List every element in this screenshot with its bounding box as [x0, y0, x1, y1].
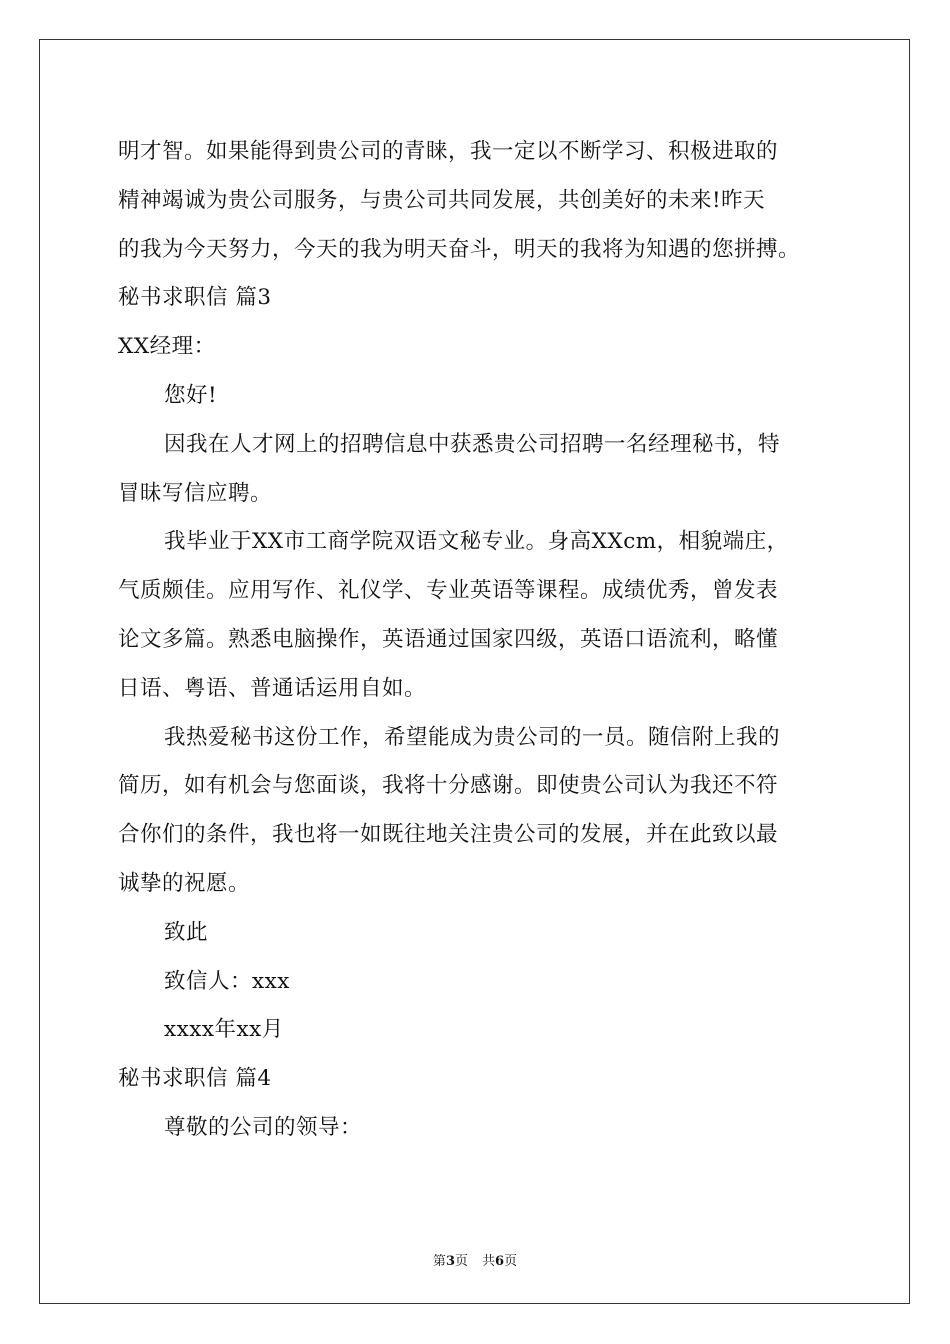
text-line: 诚挚的祝愿。 [118, 870, 251, 896]
document-body [118, 128, 848, 1153]
section-heading: 秘书求职信 篇4 [118, 1066, 272, 1092]
page-prefix: 第 [432, 1254, 446, 1269]
section-heading: 秘书求职信 篇3 [118, 285, 272, 311]
greeting: 您好! [164, 382, 218, 408]
text-line: 气质颇佳。应用写作、礼仪学、专业英语等课程。成绩优秀，曾发表 [118, 578, 779, 604]
text-line: 我热爱秘书这份工作，希望能成为贵公司的一员。随信附上我的 [164, 724, 781, 750]
page-number: 3 [445, 1254, 455, 1269]
text-line: 因我在人才网上的招聘信息中获悉贵公司招聘一名经理秘书，特 [164, 431, 781, 457]
text-line: 的我为今天努力，今天的我为明天奋斗，明天的我将为知遇的您拼搏。 [118, 236, 801, 262]
closing: 致此 [164, 919, 209, 945]
text-line: 冒昧写信应聘。 [118, 480, 273, 506]
page-suffix: 页 [454, 1254, 468, 1269]
salutation: 尊敬的公司的领导： [164, 1114, 363, 1140]
text-line: 简历，如有机会与您面谈，我将十分感谢。即使贵公司认为我还不符 [118, 773, 779, 799]
salutation: XX经理： [118, 334, 216, 360]
page-footer [0, 1250, 950, 1269]
text-line: 合你们的条件，我也将一如既往地关注贵公司的发展，并在此致以最 [118, 822, 779, 848]
signature: 致信人：xxx [164, 968, 290, 994]
total-pages: 6 [495, 1254, 505, 1269]
text-line: 论文多篇。熟悉电脑操作，英语通过国家四级，英语口语流利，略懂 [118, 626, 779, 652]
text-line: 明才智。如果能得到贵公司的青睐，我一定以不断学习、积极进取的 [118, 139, 779, 164]
text-line: 日语、粤语、普通话运用自如。 [118, 675, 427, 701]
text-line: 我毕业于XX市工商学院双语文秘专业。身高XXcm，相貌端庄， [164, 529, 789, 555]
text-line: 精神竭诚为贵公司服务，与贵公司共同发展，共创美好的未来!昨天 [118, 187, 766, 213]
date-line: xxxx年xx月 [164, 1017, 284, 1043]
total-prefix: 共 [482, 1254, 496, 1269]
total-suffix: 页 [504, 1254, 518, 1269]
